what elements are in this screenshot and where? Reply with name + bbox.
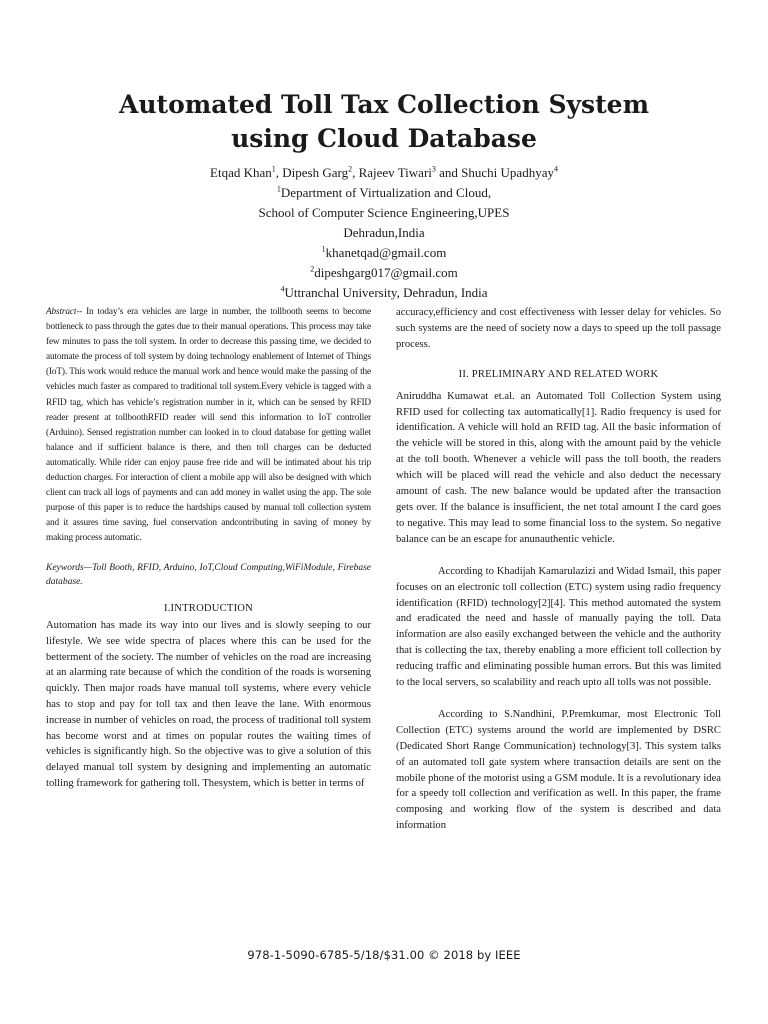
affiliation-1-text: Department of Virtualization and Cloud, — [280, 185, 492, 200]
author-4-sup: 4 — [553, 164, 558, 174]
related-work-paragraph-3: According to S.Nandhini, P.Premkumar, most Electronic Toll Collection (ETC) systems around the world are implemented by DSRC (Dedicated Short Range Communication) technology[3]. This system talks of an automated toll gate system where transaction details are sent on the mobile phone of the motorist using a GSM module. It is a revolutionary idea for a speedy toll collection and verification as well. In this paper, the frame composing and working flow of the system is described and data information — [396, 708, 721, 832]
right-column — [396, 305, 721, 834]
title-line-2: using Cloud Database — [231, 124, 537, 153]
affiliation-1-sup: 1 — [276, 184, 281, 194]
affiliation-4-text: Uttranchal University, Dehradun, India — [284, 285, 488, 300]
section-heading-introduction: I.INTRODUCTION — [163, 602, 253, 614]
email-2 — [0, 263, 768, 283]
email-1-text: khanetqad@gmail.com — [325, 245, 447, 260]
title-line-1: Automated Toll Tax Collection System — [118, 90, 650, 119]
left-column — [46, 305, 371, 792]
copyright-footer: 978-1-5090-6785-5/18/$31.00 © 2018 by IEEE — [247, 948, 521, 962]
affiliation-4 — [0, 283, 768, 303]
author-1: Etqad Khan — [210, 165, 272, 180]
affiliation-4-sup: 4 — [280, 284, 285, 294]
related-work-paragraph-1: Aniruddha Kumawat et.al. an Automated Toll Collection System using RFID used for collecting tax automatically[1]. Radio frequency is used for identification. A vehicle will hold an RFID tag. All the basic information of the vehicle will be stored in this, along with the amount paid by the vehicle at the toll booth. Whenever a vehicle will pass the toll booth, the readers which will be placed will read the vehicle and also deduct the necessary amount of cash. The new balance would be updated after the transaction gets over. If the balance is insufficient, the net total amount I the card goes to negative. This may lead to some financial loss to the system. So negative balance can be an escape for anunauthentic vehicle. — [396, 390, 721, 545]
affiliation-1 — [0, 183, 768, 203]
email-2-sup: 2 — [310, 264, 315, 274]
paragraph-gap — [396, 691, 721, 707]
email-2-text: dipeshgarg017@gmail.com — [314, 265, 458, 280]
author-2: , Dipesh Garg — [275, 165, 349, 180]
affiliation-1b: School of Computer Science Engineering,UPES — [258, 205, 510, 220]
abstract-label: Abstract — [46, 307, 77, 317]
author-3-sup: 3 — [431, 164, 436, 174]
author-1-sup: 1 — [271, 164, 276, 174]
paper-title — [0, 88, 768, 156]
related-work-paragraph-2: According to Khadijah Kamarulazizi and Widad Ismail, this paper focuses on an electronic toll collection (ETC) system using radio frequency identification (RFID) technology[2][4]. This method automated the system and eradicated the need and hassle of manually paying the toll. Data information are also easily exchanged between the vehicle and the authority that is collecting the tax, thereby enabling a more efficient toll collection by reducing traffic and eliminating possible human errors. But this was limited to the local servers, so scalability and reach upto all tolls was not possible. — [396, 565, 721, 689]
author-2-sup: 2 — [348, 164, 353, 174]
paragraph-gap — [396, 548, 721, 564]
abstract — [46, 305, 371, 547]
author-3: , Rajeev Tiwari — [352, 165, 432, 180]
introduction-paragraph: Automation has made its way into our lives and is slowly seeping to our lifestyle. We see wide spectra of places where this can be used for the betterment of the society. The number of vehicles on the road are increasing at an alarming rate because of which the condition of the roads is worsening quickly. Then major roads have manual toll systems, where every vehicle has to stop and pay for toll tax and then leave the lane. With enormous increase in number of vehicles on road, the process of traditional toll system has become worst and at times on popular routes the waiting times of vehicles is significantly high. So the objective was to give a solution of this delayed manual toll system by designing and implementing an automatic tolling framework for gathering toll. Thesystem, which is better in terms of — [46, 620, 371, 790]
abstract-text: -- In today’s era vehicles are large in number, the tollbooth seems to become bottleneck to pass through the gates due to their manual operations. This process may take few minutes to pass the toll system. In order to decrease this passing time, we decided to automate the process of toll system by doing technology enablement of Internet of Things (IoT). This work would reduce the manual work and hence would make the passing of the vehicles much faster as compared to traditional toll system.Every vehicle is tagged with a RFID tag, which has vehicle’s registration number in it, which can be sensed by RFID reader present at tollboothRFID reader will send this information to IoT controller (Arduino). Sensed registration number can looked in to cloud database for getting wallet balance and if sufficient balance is there, and then toll charges can be deducted automatically. While rider can enjoy pause free ride and will be intimated about his trip deduction charges. For interaction of client a mobile app will also be designed with which client can track all logs of payments and can add money in wallet using the app. The sole purpose of this paper is to reduce the hardships caused by manual toll collection system and it assures time saving, fuel conservation andcontributing in saving of money by making process automatic. — [46, 307, 371, 544]
author-names — [0, 163, 768, 183]
affiliation-1c: Dehradun,India — [343, 225, 425, 240]
author-block — [0, 163, 768, 303]
section-heading-related-work: II. PRELIMINARY AND RELATED WORK — [458, 368, 659, 380]
keywords: Keywords—Toll Booth, RFID, Arduino, IoT,Cloud Computing,WiFiModule, Firebase database. — [46, 562, 371, 587]
email-1-sup: 1 — [321, 244, 326, 254]
continued-paragraph: accuracy,efficiency and cost effectiveness with lesser delay for vehicles. So such systems are the need of society now a days to speed up the toll passage process. — [396, 307, 721, 350]
author-4: and Shuchi Upadhyay — [435, 165, 554, 180]
email-1 — [0, 243, 768, 263]
